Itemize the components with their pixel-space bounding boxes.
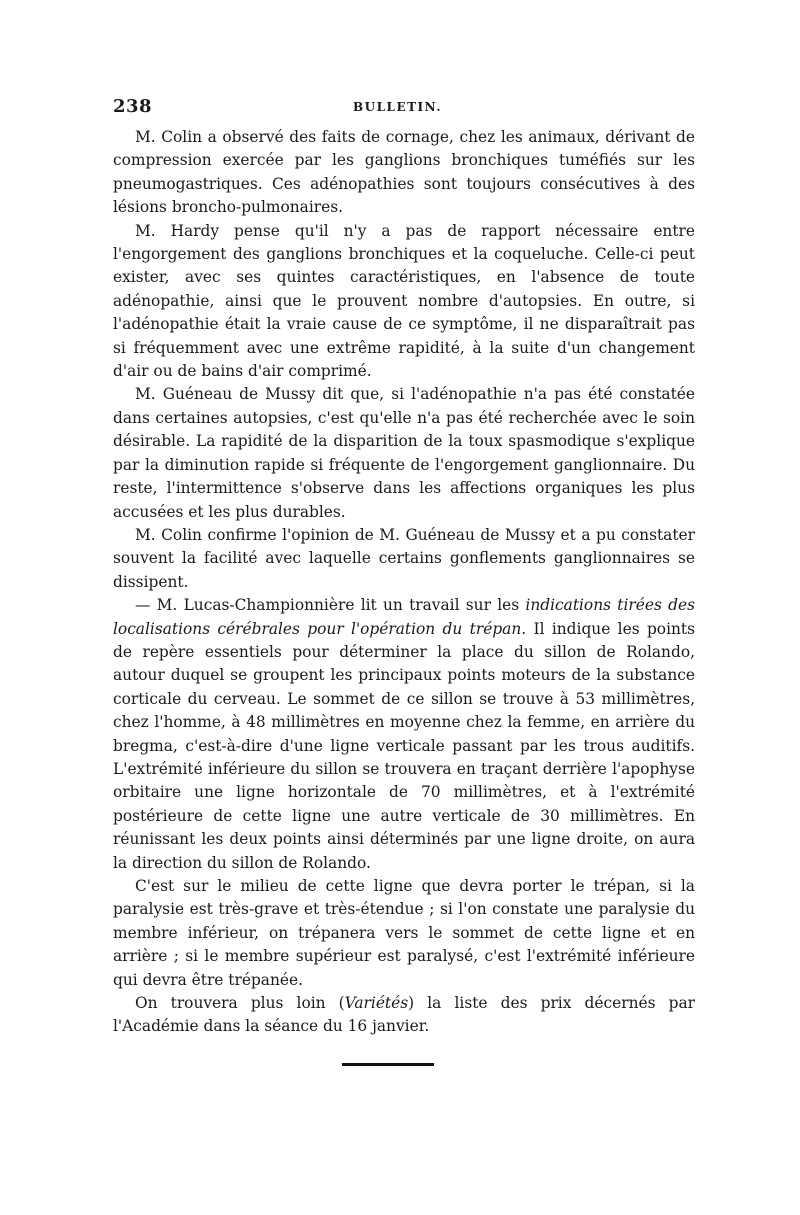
paragraph-hardy: M. Hardy pense qu'il n'y a pas de rapport nécessaire entre l'engorgement des ganglions bronchiques et la coqueluche. Celle-ci peut exister, avec ses quintes caractéristiques, en l'absence de toute adénopathie, ainsi que le prouvent nombre d'autopsies. En outre, si l'adénopathie était la vraie cause de ce symptôme, il ne disparaîtrait pas si fréquemment avec une extrême rapidité, à la suite d'un changement d'air ou de bains d'air comprimé. xyxy=(113,221,695,381)
running-head: BULLETIN. xyxy=(353,100,443,114)
page-header xyxy=(113,96,695,120)
paragraph-colin-confirme: M. Colin confirme l'opinion de M. Guéneau de Mussy et a pu constater souvent la facilité avec laquelle certains gonflements ganglionnaires se dissipent. xyxy=(113,525,695,591)
lucas-intro: — M. Lucas-Championnière lit un travail sur les xyxy=(135,596,526,615)
trepan-title: indications tirées des localisations cérébrales pour l'opération du trépan. xyxy=(113,596,695,638)
lucas-rest: Il indique les points de repère essentiels pour déterminer la place du sillon de Rolando, autour duquel se groupent les principaux points moteurs de la substance corticale du cerveau. Le sommet de ce sillon se trouve à 53 millimètres, chez l'homme, à 48 millimètres en moyenne chez la femme, en arrière du bregma, c'est-à-dire d'une ligne verticale passant par les trous auditifs. L'extrémité inférieure du sillon se trouvera en traçant derrière l'apophyse orbitaire une ligne horizontale de 70 millimètres, et à l'extrémité postérieure de cette ligne une autre verticale de 30 millimètres. En réunissant les deux points ainsi déterminés par une ligne droite, on aura la direction du sillon de Rolando. xyxy=(113,619,695,872)
prix-pre: On trouvera plus loin ( xyxy=(135,994,345,1013)
paragraph-gueneau-de-mussy: M. Guéneau de Mussy dit que, si l'adénopathie n'a pas été constatée dans certaines autopsies, c'est qu'elle n'a pas été recherchée avec le soin désirable. La rapidité de la disparition de la toux spasmodique s'explique par la diminution rapide si fréquente de l'engorgement ganglionnaire. Du reste, l'intermittence s'observe dans les affections organiques les plus accusées et les plus durables. xyxy=(113,385,695,521)
page-number: 238 xyxy=(113,96,153,117)
paragraph-colin-cornage: M. Colin a observé des faits de cornage, chez les animaux, dérivant de compression exercée par les ganglions bronchiques tuméfiés sur les pneumogastriques. Ces adénopathies sont toujours consécutives à des lésions broncho-pulmonaires. xyxy=(113,128,695,217)
paragraph-trepan-location: C'est sur le milieu de cette ligne que devra porter le trépan, si la paralysie est très-grave et très-étendue ; si l'on constate une paralysie du membre inférieur, on trépanera vers le sommet de cette ligne et en arrière ; si le membre supérieur est paralysé, c'est l'extrémité inférieure qui devra être trépanée. xyxy=(113,877,695,989)
paragraph-lucas-championniere xyxy=(113,594,695,875)
prix-post: ) la liste des prix décernés par l'Académie dans la séance du 16 janvier. xyxy=(113,994,695,1036)
paragraph-prix xyxy=(113,992,695,1039)
document-page xyxy=(113,96,695,1039)
varietes-ref: Variétés xyxy=(344,994,409,1013)
body-text xyxy=(113,126,695,1039)
section-end-rule xyxy=(342,1063,434,1066)
